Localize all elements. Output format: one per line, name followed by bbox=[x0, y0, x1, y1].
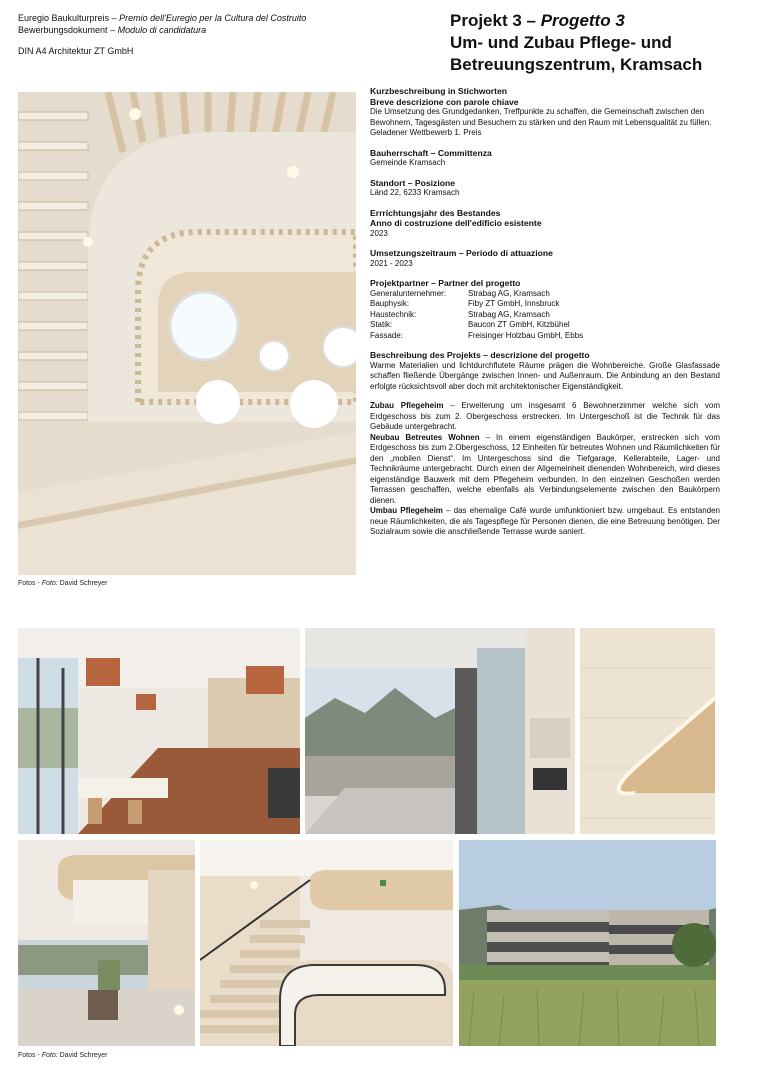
project-title bbox=[450, 10, 750, 76]
project-number: Projekt 3 – Progetto 3 bbox=[450, 11, 625, 30]
header-line-document: Bewerbungsdokument – Modulo di candidatura bbox=[18, 25, 207, 35]
photo-dining-hall bbox=[18, 628, 300, 834]
photo-credit-bottom: Fotos - Foto: David Schreyer bbox=[18, 1052, 108, 1059]
photo-atrium-lounge bbox=[18, 840, 195, 1046]
paragraph-new-building: Neubau Betreutes Wohnen – In einem eigenständigen Baukörper, erstrecken sich vom Erdgeschoss bis zum 2.Obergeschoss, 12 Einheiten für betreutes Wohnen und Räumlichkeiten für den „mobilen Dienst“. Im Untergeschoss sind die Tiefgarage, Kellerabteile, Lager- und Technikräume untergebracht. Durch einen der Allgemeinheit dienenden Wohnbereich, wird dieses eigenständige Bauwerk mit dem Pflegeheim verbunden. In den einzelnen Geschoßen werden Terrassen geschaffen, welche ebenfalls als Verbindungselemente zwischen den Baukörpern dienen. bbox=[370, 432, 720, 505]
section-construction-year: Errrichtungsjahr des Bestandes Anno di costruzione dell'edificio esistente 2023 bbox=[370, 207, 542, 238]
architect-firm: DIN A4 Architektur ZT GmbH bbox=[18, 46, 134, 56]
section-client: Bauherrschaft – Committenza Gemeinde Kramsach bbox=[370, 147, 492, 167]
partner-row: Haustechnik: Strabag AG, Kramsach bbox=[370, 309, 550, 319]
section-partners: Projektpartner – Partner del progetto Generalunternehmer: Strabag AG, Kramsach Bauphysik: Fiby ZT GmbH, Innsbruck Haustechnik: Strabag AG, Kramsach Statik: Baucon ZT GmbH, Kitzbühel Fassade: Freisinger Holzbau GmbH, Ebbs bbox=[370, 278, 720, 341]
header-line-prize: Euregio Baukulturpreis – Premio dell'Euregio per la Cultura del Costruito bbox=[18, 13, 307, 23]
photo-staircase bbox=[200, 840, 453, 1046]
section-implementation-period: Umsetzungszeitraum – Periodo di attuazione 2021 - 2023 bbox=[370, 248, 553, 268]
photo-credit-top: Fotos - Foto: David Schreyer bbox=[18, 580, 108, 587]
partner-row: Statik: Baucon ZT GmbH, Kitzbühel bbox=[370, 320, 570, 329]
header-block bbox=[18, 12, 306, 57]
partner-row: Generalunternehmer: Strabag AG, Kramsach bbox=[370, 288, 550, 298]
photo-stairwell-skylight bbox=[18, 92, 356, 575]
paragraph-extension: Zubau Pflegeheim – Erweiterung um insgesamt 6 Bewohnerzimmer welche sich vom Erdgeschoss bis zum 2. Obergeschoss erstrecken. Im Untergeschoß ist die Technik für das Gebäude untergebracht. bbox=[370, 401, 720, 431]
partner-row: Bauphysik: Fiby ZT GmbH, Innsbruck bbox=[370, 299, 560, 308]
paragraph-conversion: Umbau Pflegeheim – das ehemalige Café wurde umfunktioniert bzw. umgebaut. Es entstanden neue Räumlichkeiten, die als Tagespflege für Personen dienen, die eine Betreuung benötigen. Der Sozialraum sowie die anschließende Terrasse wurde saniert. bbox=[370, 506, 721, 536]
photo-wood-wall-detail bbox=[580, 628, 715, 834]
photo-terrace-view bbox=[305, 628, 575, 834]
section-details bbox=[370, 401, 720, 538]
section-description: Beschreibung des Projekts – descrizione del progetto Warme Materialien und lichtdurchflutete Räume prägen die Wohnbereiche. Große Glasfassade schaffen fließende Übergänge zwischen Innen- und Außenraum. Die Anbindung an den Bestand erfolgte rücksichtsvoll aber doch mit architektonischer Eigenständigkeit. bbox=[370, 350, 720, 391]
partner-row: Fassade: Freisinger Holzbau GmbH, Ebbs bbox=[370, 330, 584, 340]
project-name: Um- und Zubau Pflege- und Betreuungszentrum, Kramsach bbox=[450, 33, 703, 74]
section-location: Standort – Posizione Länd 22, 6233 Kramsach bbox=[370, 177, 460, 197]
project-info bbox=[370, 86, 720, 538]
section-short-description: Kurzbeschreibung in Stichworten Breve descrizione con parole chiave Die Umsetzung des Grundgedanken, Treffpunkte zu schaffen, die Gemeinschaft zwischen den Bewohnern, Tagesgästen und Besuchern zu stärken und den Raum mit Lebensqualität zu füllen. Geladener Wettbewerb 1. Preis bbox=[370, 86, 712, 137]
photo-building-exterior bbox=[459, 840, 716, 1046]
